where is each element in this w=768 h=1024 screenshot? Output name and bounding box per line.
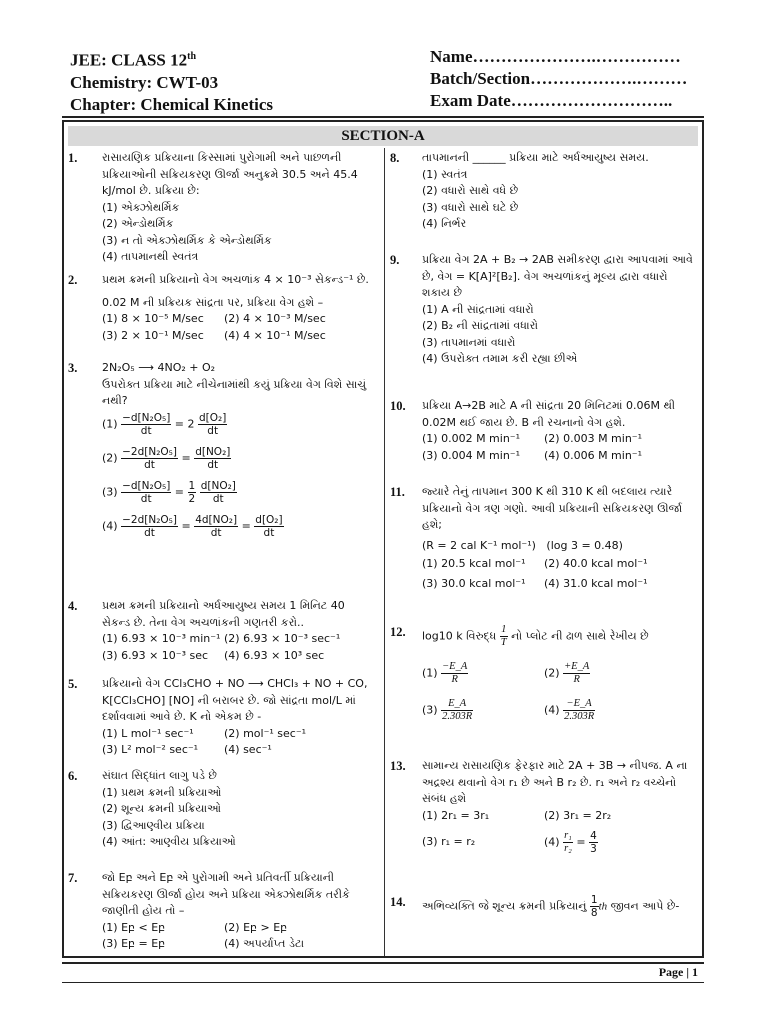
question-text: તાપમાનની ______ પ્રક્રિયા માટે અર્ધઆયુષ્ય સમય. bbox=[422, 151, 649, 164]
question-number: 6. bbox=[68, 769, 78, 783]
option: (2) એન્ડોથર્મિક bbox=[102, 217, 174, 230]
option: (1) Eբ < Eբ bbox=[102, 920, 166, 934]
option: (4) 6.93 × 10³ sec bbox=[224, 648, 325, 662]
option: (4) $\frac{\text{r₁}}{\text{r₂}}$ = $\frac{4}{3}$ bbox=[544, 830, 597, 855]
class-label: JEE: CLASS 12th bbox=[70, 50, 197, 70]
option: (3) ન તો એક્ઝોથર્મિક કે એન્ડોથર્મિક bbox=[102, 233, 272, 247]
option: (4) sec⁻¹ bbox=[224, 743, 272, 756]
option: (2) શૂન્ય ક્રમની પ્રક્રિયાઓ bbox=[102, 802, 222, 815]
option: (1) $\frac{-E\_A}{R}$ bbox=[422, 661, 468, 685]
question-number: 5. bbox=[68, 677, 78, 691]
question-number: 9. bbox=[390, 253, 400, 267]
question-text: log10 k વિરુદ્ધ $\frac{1}{T}$ નો પ્લોટ ની ઢાળ સાથે રેખીય છે bbox=[422, 624, 649, 648]
question-text: પ્રથમ ક્રમની પ્રક્રિયાનો અર્ધઆયુષ્ય સમય 1 મિનિટ 40 સેકન્ડ છે. તેના વેગ અચળાંકની ગણતરી કરો.. bbox=[102, 599, 345, 629]
option: (4) $\frac{\text{−2d[N₂O₅]}}{dt}$ = $\frac{\text{4d[NO₂]}}{dt}$ = $\frac{\text{d[O₂]}}{dt}$ bbox=[102, 513, 283, 539]
option: (2) વધારો સાથે વધે છે bbox=[422, 184, 519, 197]
option: (3) 6.93 × 10⁻³ sec bbox=[102, 648, 209, 662]
option: (2) 0.003 M min⁻¹ bbox=[544, 432, 643, 445]
question-number: 1. bbox=[68, 151, 78, 165]
option: (4) $\frac{-E\_A}{2.303R}$ bbox=[544, 698, 595, 722]
question-text: પ્રથમ ક્રમની પ્રક્રિયાનો વેગ અચળાંક 4 × 10⁻³ સેકન્ડ⁻¹ છે. bbox=[102, 273, 369, 286]
section-title: SECTION-A bbox=[68, 126, 698, 146]
option: (2) $\frac{\text{−2d[N₂O₅]}}{dt}$ = $\frac{\text{d[NO₂]}}{dt}$ bbox=[102, 445, 231, 471]
question-number: 13. bbox=[390, 759, 406, 773]
option: (1) 2r₁ = 3r₁ bbox=[422, 808, 490, 822]
option: (1) 0.002 M min⁻¹ bbox=[422, 432, 521, 445]
option: (3) Eբ = Eբ bbox=[102, 937, 166, 950]
option: (3) વધારો સાથે ઘટે છે bbox=[422, 200, 519, 214]
footer bbox=[62, 964, 704, 983]
question-number: 10. bbox=[390, 399, 406, 413]
column-divider bbox=[384, 148, 385, 956]
option: (3) 0.004 M min⁻¹ bbox=[422, 448, 521, 462]
page-number: Page | 1 bbox=[658, 965, 698, 979]
reaction-equation: 2N₂O₅ ⟶ 4NO₂ + O₂ bbox=[102, 361, 216, 374]
question-text: ઉપરોક્ત પ્રક્રિયા માટે નીચેનામાંથી કયું પ્રક્રિયા વેગ વિશે સાચું નથી? bbox=[102, 377, 367, 407]
option: (3) તાપમાનમાં વધારો bbox=[422, 335, 516, 349]
question-number: 11. bbox=[390, 485, 405, 499]
option: (3) 2 × 10⁻¹ M/sec bbox=[102, 328, 204, 342]
question-text: પ્રક્રિયા A→2B માટે A ની સાંદ્રતા 20 મિનિટમાં 0.06M થી 0.02M થઈ જાય છે. B ની રચનાનો વેગ હશે. bbox=[422, 399, 676, 429]
option: (2) 3r₁ = 2r₂ bbox=[544, 808, 612, 822]
header bbox=[62, 44, 704, 118]
option: (4) નિર્ભર bbox=[422, 217, 467, 230]
question-number: 14. bbox=[390, 895, 406, 909]
option: (3) L² mol⁻² sec⁻¹ bbox=[102, 743, 199, 756]
option: (3) r₁ = r₂ bbox=[422, 835, 476, 849]
option: (1) L mol⁻¹ sec⁻¹ bbox=[102, 726, 194, 740]
option: (2) mol⁻¹ sec⁻¹ bbox=[224, 726, 307, 740]
question-text: સંઘાત સિદ્ધાંત લાગુ પડે છે bbox=[102, 769, 217, 782]
question-text-2: 0.02 M ની પ્રક્રિયક સાંદ્રતા પર, પ્રક્રિયા વેગ હશે – bbox=[102, 295, 324, 309]
option: (2) $\frac{+E\_A}{R}$ bbox=[544, 661, 590, 685]
question-number: 3. bbox=[68, 361, 78, 375]
option: (2) 6.93 × 10⁻³ sec⁻¹ bbox=[224, 632, 341, 645]
option: (2) B₂ ની સાંદ્રતામાં વધારો bbox=[422, 319, 539, 332]
question-text: જ્યારે તેનું તાપમાન 300 K થી 310 K થી બદલાય ત્યારે પ્રક્રિયાનો વેગ ત્રણ ગણો. આવી પ્રક્રિયાની સક્રિયકરણ ઊર્જા હશે; bbox=[422, 485, 683, 531]
option: (4) આંત: આણ્વીય પ્રક્રિયાઓ bbox=[102, 835, 236, 848]
option: (1) સ્વતંત્ર bbox=[422, 167, 468, 181]
exam-date-field: Exam Date……………………….. bbox=[430, 91, 673, 110]
option: (4) 31.0 kcal mol⁻¹ bbox=[544, 576, 648, 590]
option: (4) ઉપરોક્ત તમામ કરી રહ્યા છીએ bbox=[422, 352, 578, 365]
question-number: 2. bbox=[68, 273, 78, 287]
option: (1) A ની સાંદ્રતામાં વધારો bbox=[422, 302, 534, 316]
header-right bbox=[430, 46, 687, 112]
question-text: સામાન્ય રાસાયણિક ફેરફાર માટે 2A + 3B → નીપજ. A ના અદ્રશ્ય થવાનો વેગ r₁ છે અને B r₂ છે. r₁ અને r₂ વચ્ચેનો સંબંધ હશે bbox=[422, 759, 688, 805]
option: (2) Eբ > Eբ bbox=[224, 920, 288, 934]
option: (3) $\frac{\text{−d[N₂O₅]}}{dt}$ = $\frac{1}{2}$ $\frac{\text{d[NO₂]}}{dt}$ bbox=[102, 479, 236, 505]
chapter-label: Chapter: Chemical Kinetics bbox=[70, 94, 274, 114]
name-field: Name………………….…………… bbox=[430, 47, 681, 66]
question-frame bbox=[62, 120, 704, 958]
option: (1) 20.5 kcal mol⁻¹ bbox=[422, 557, 526, 570]
header-left bbox=[70, 46, 273, 116]
question-text: અભિવ્યક્તિ જે શૂન્ય ક્રમની પ્રક્રિયાનું $\frac{1}{8}$ th જીવન આપે છે- bbox=[422, 894, 680, 919]
question-number: 12. bbox=[390, 625, 406, 639]
option: (3) 30.0 kcal mol⁻¹ bbox=[422, 576, 526, 590]
question-number: 4. bbox=[68, 599, 78, 613]
option: (4) 4 × 10⁻¹ M/sec bbox=[224, 328, 326, 342]
question-text: પ્રક્રિયા વેગ 2A + B₂ → 2AB સમીકરણ દ્વારા આપવામાં આવે છે, વેગ = K[A]²[B₂]. વેગ અચળાંકનું મૂલ્ય દ્વારા વધારો શકાય છે bbox=[422, 253, 693, 299]
option: (3) દ્વિઆણ્વીય પ્રક્રિયા bbox=[102, 818, 205, 832]
given-data: (R = 2 cal K⁻¹ mol⁻¹) (log 3 = 0.48) bbox=[422, 538, 623, 552]
option: (1) પ્રથમ ક્રમની પ્રક્રિયાઓ bbox=[102, 785, 222, 799]
option: (2) 40.0 kcal mol⁻¹ bbox=[544, 557, 648, 570]
option: (1) $\frac{\text{−d[N₂O₅]}}{dt}$ = 2 $\frac{\text{d[O₂]}}{dt}$ bbox=[102, 411, 227, 437]
question-text: જો Eբ અને Eբ એ પુરોગામી અને પ્રતિવર્તી પ્રક્રિયાની સક્રિયકરણ ઊર્જા હોય અને પ્રક્રિયા એક્ઝોથર્મિક તરીકે જાણીતી હોય તો – bbox=[102, 871, 350, 917]
option: (1) 8 × 10⁻⁵ M/sec bbox=[102, 312, 204, 325]
option: (4) અપર્યાપ્ત ડેટા bbox=[224, 937, 305, 950]
option: (4) 0.006 M min⁻¹ bbox=[544, 448, 643, 462]
batch-field: Batch/Section……………….……… bbox=[430, 69, 688, 88]
option: (2) 4 × 10⁻³ M/sec bbox=[224, 312, 326, 325]
option: (4) તાપમાનથી સ્વતંત્ર bbox=[102, 250, 199, 263]
question-number: 8. bbox=[390, 151, 400, 165]
question-text: પ્રક્રિયાનો વેગ CCl₃CHO + NO ⟶ CHCl₃ + NO + CO, K[CCl₃CHO] [NO] ની બરાબર છે. જો સાંદ્રતા mol/L માં દર્શાવવામાં આવે છે. K નો એકમ છે - bbox=[102, 677, 368, 723]
question-number: 7. bbox=[68, 871, 78, 885]
option: (3) $\frac{E\_A}{2.303R}$ bbox=[422, 698, 473, 722]
option: (1) 6.93 × 10⁻³ min⁻¹ bbox=[102, 632, 221, 645]
question-text: રાસાયણિક પ્રક્રિયાના કિસ્સામાં પુરોગામી અને પાછળની પ્રક્રિયાઓની સક્રિયકરણ ઊર્જા અનુક્રમે 30.5 અને 45.4 kJ/mol છે. પ્રક્રિયા છે: bbox=[102, 151, 358, 197]
subject-label: Chemistry: CWT-03 bbox=[70, 72, 219, 92]
option: (1) એક્ઝોથર્મિક bbox=[102, 200, 180, 214]
